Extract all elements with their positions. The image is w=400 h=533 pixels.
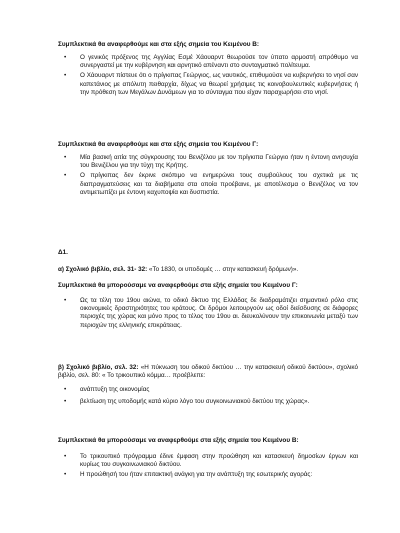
bullet-icon: •	[64, 297, 67, 304]
bullet-icon: •	[64, 386, 67, 393]
bullet-icon: •	[64, 72, 67, 80]
source-b-quote: «Η πύκνωση του οδικού δικτύου … την κατασκευή οδικού δικτύου», σχολικό βιβλίο, σελ. 80: « Το τρικουπικό κόμμα… προέβλεπε:	[58, 364, 358, 379]
section-heading-text-c-2: Συμπλεκτικά θα μπορούσαμε να αναφερθούμε στα εξής σημεία του Κειμένου Γ:	[58, 282, 298, 289]
bullet-list-program	[58, 386, 358, 408]
source-a-ref: α) Σχολικό βιβλίο, σελ. 31- 32:	[58, 266, 148, 273]
list-item: • Ο πρίγκιπας δεν έκρινε σκόπιμο να ενημερώνει τους συμβούλους του σχετικά με τις διαπραγματεύσεις και τα διαβήματα στα οποία προέβαινε, με αποτέλεσμα ο Βενιζέλος να τον αντιμετωπίζει με έντονη καχυποψία και δυσπιστία.	[64, 172, 358, 196]
bullet-list-text-c	[58, 154, 358, 199]
list-item: • Η προώθησή του ήταν επιτακτική ανάγκη για την ανάπτυξη της εσωτερικής αγοράς:	[64, 471, 313, 479]
list-item: • Ο Χάουαρντ πίστευε ότι ο πρίγκιπας Γεώργιος, ως ναυτικός, επιθυμούσε να κυβερνήσει το νησί σαν καπετάνιος με απόλυτη πειθαρχία, δίχως να θεωρεί χρήσιμες τις κοινοβουλευτικές κυβερνήσεις ή την πρόθεση των Μεγάλων Δυνάμεων για το σύνταγμα που είχαν παραχωρήσει στο νησί.	[64, 72, 358, 96]
bullet-list-text-c-2	[58, 297, 358, 332]
bullet-icon: •	[64, 471, 67, 479]
source-b-paragraph	[58, 364, 358, 380]
list-item: • ανάπτυξη της οικονομίας	[64, 386, 150, 393]
bullet-icon: •	[64, 154, 67, 161]
section-heading-text-b-2: Συμπλεκτικά θα μπορούσαμε να αναφερθούμε στα εξής σημεία του Κειμένου Β:	[58, 437, 299, 444]
question-label-d1: Δ1.	[58, 249, 68, 256]
list-item: • Το τρικουπικό πρόγραμμα έδινε έμφαση στην προώθηση και κατασκευή δημοσίων έργων και κυρίως του συγκοινωνιακού δικτύου.	[64, 453, 358, 469]
section-heading-text-b: Συμπλεκτικά θα αναφερθούμε και στα εξής σημεία του Κειμένου Β:	[58, 41, 260, 48]
bullet-list-text-b-2	[58, 453, 358, 482]
list-item: • βελτίωση της υποδομής κατά κύριο λόγο του συγκοινωνιακού δικτύου της χώρας».	[64, 398, 310, 406]
list-item: • Μία βασική αιτία της σύγκρουσης του Βενιζέλου με τον πρίγκιπα Γεώργιο ήταν η έντονη ανησυχία του Βενιζέλου για την τύχη της Κρήτης.	[64, 154, 358, 170]
bullet-icon: •	[64, 398, 67, 406]
bullet-icon: •	[64, 453, 67, 460]
list-item: • Ως τα τέλη του 19ου αιώνα, το οδικό δίκτυο της Ελλάδας δε διαδραμάτιζει σημαντικό ρόλο στις οικονομικές δραστηριότητες του κράτους. Οι δρόμοι λειτουργούν ως οδοί διείσδυσης σε διάφορες περιοχές της χώρας και μόνο προς το τέλος του 19ου αι. διευκολύνουν την επικοινωνία μεταξύ των περιοχών της ελληνικής επικράτειας.	[64, 297, 358, 329]
list-item: • Ο γενικός πρόξενος της Αγγλίας Εσμέ Χάουαρντ θεωρούσε τον ύπατο αρμοστή απρόθυμο να συνεργαστεί με την κυβέρνηση και αρνητικό απέναντι στο συνταγματικό πολίτευμα.	[64, 54, 358, 70]
bullet-icon: •	[64, 172, 67, 180]
source-a-quote: «Το 1830, οι υποδομές … στην κατασκευή δρόμων)».	[147, 266, 299, 273]
bullet-list-text-b	[58, 54, 358, 99]
section-heading-text-c: Συμπλεκτικά θα αναφερθούμε και στα εξής σημεία του Κειμένου Γ:	[58, 141, 259, 148]
source-b-ref: β) Σχολικό βιβλίο, σελ. 32:	[58, 364, 139, 371]
bullet-icon: •	[64, 54, 67, 61]
source-a-line	[58, 266, 358, 274]
